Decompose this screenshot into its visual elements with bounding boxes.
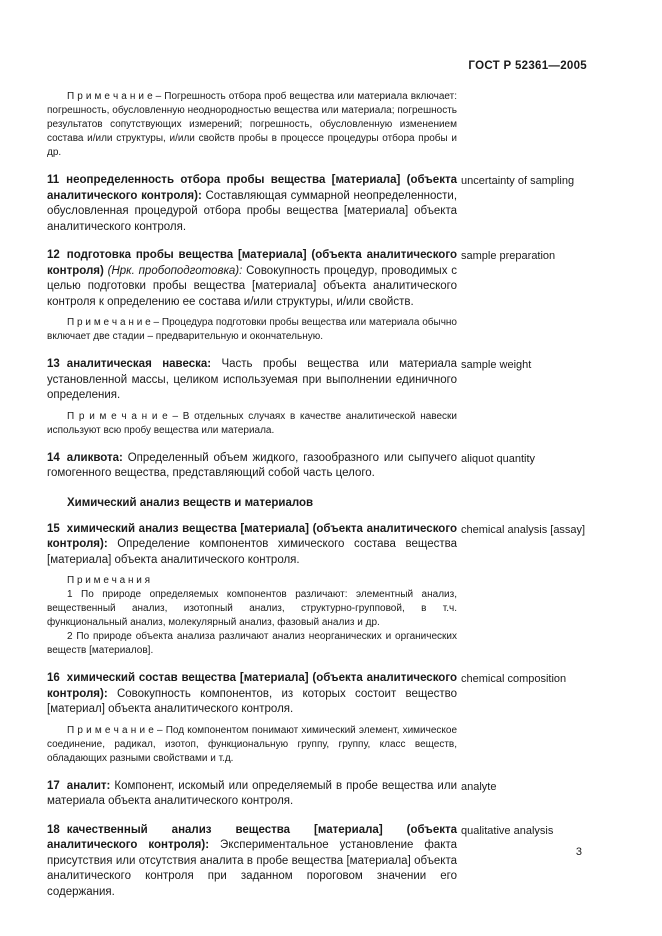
definition-paragraph [47, 248, 457, 310]
note-paragraph [47, 410, 457, 438]
term-number: 16 [47, 672, 60, 684]
note-paragraph [47, 316, 457, 344]
term-entry-11 [47, 173, 587, 235]
definition-paragraph [47, 671, 457, 718]
section-subheading: Химический анализ веществ и материалов [67, 496, 314, 509]
note-item-1: 1 По природе определяемых компонентов различают: элементный анализ, вещественный анализ, изотопный анализ, структурно-групповой, в т.ч. функциональный анализ, молекулярный анализ, фазовый анализ и др. [47, 589, 457, 628]
term-number: 11 [47, 174, 60, 186]
term-number: 17 [47, 779, 60, 792]
term-definition-block [47, 173, 457, 235]
term-text: химический состав вещества [материала] (объекта аналитического контроля): [47, 672, 457, 700]
definition-text: Совокупность процедур, проводимых с целью подготовки пробы вещества [материала] объекта аналитического контроля к определению ее состава и/или структуры, и/или свойств. [47, 264, 457, 308]
term-definition-block [47, 671, 457, 766]
english-term [457, 173, 587, 188]
note-label: П р и м е ч а н и е – [67, 410, 179, 422]
english-term-text: analyte [461, 780, 497, 793]
page-number: 3 [575, 846, 582, 858]
term-definition-block [47, 451, 457, 482]
document-header: ГОСТ Р 52361—2005 [468, 60, 587, 72]
definition-text: Совокупность компонентов, из которых состоит вещество [материал] объекта аналитического контроля. [47, 687, 457, 715]
term-entry-17 [47, 779, 587, 810]
term-text: химический анализ вещества [материала] (объекта аналитического контроля): [47, 522, 457, 550]
english-term [457, 779, 587, 794]
definition-paragraph [47, 779, 457, 810]
english-term-text: chemical composition [461, 673, 567, 685]
term-entry-13 [47, 357, 587, 438]
note-label: П р и м е ч а н и е – [67, 724, 163, 736]
english-term [457, 248, 587, 263]
term-definition-block [47, 248, 457, 344]
definition-text: Компонент, искомый или определяемый в пробе вещества или материала объекта аналитического контроля. [47, 779, 457, 807]
term-entry-14 [47, 451, 587, 482]
definition-text: Определенный объем жидкого, газообразного или сыпучего гомогенного вещества, представляющий собой часть целого. [47, 451, 457, 479]
term-definition-block [47, 779, 457, 810]
definition-text: Составляющая суммарной неопределенности, обусловленная процедурой отбора пробы вещества [материала] объекта аналитического контроля. [47, 189, 458, 233]
term-bold [47, 452, 123, 464]
english-term-text: aliquot quantity [461, 452, 535, 465]
definition-paragraph [47, 173, 457, 235]
definition-paragraph [47, 522, 457, 569]
note-text: Процедура подготовки пробы вещества или материала обычно включает две стадии – предварительную и окончательную. [47, 317, 457, 342]
english-term [457, 823, 587, 838]
definition-paragraph [47, 451, 457, 482]
term-number: 12 [47, 249, 60, 261]
english-term-text: chemical analysis [assay] [461, 523, 586, 536]
term-entry-15 [47, 522, 587, 659]
term-bold [47, 780, 110, 792]
note-label: П р и м е ч а н и е – [67, 317, 160, 328]
term-definition-block [47, 522, 457, 659]
term-entry-16 [47, 671, 587, 766]
term-text: подготовка пробы вещества [материала] (объекта аналитического контроля) [47, 249, 457, 277]
definition-text: Экспериментальное установление факта присутствия или отсутствия аналита в пробе вещества [материала] объекта аналитического контроля при заданном пороговом значении его содержания. [47, 839, 457, 898]
note-paragraph [47, 724, 457, 766]
note-item-2: 2 По природе объекта анализа различают анализ неорганических и органических веществ [материалов]. [47, 631, 457, 656]
english-term [457, 671, 587, 686]
term-number: 14 [47, 451, 60, 464]
definition-text: Часть пробы вещества или материала установленной массы, целиком используемая при выполнении единичного определения. [47, 358, 457, 401]
term-entry-12 [47, 248, 587, 344]
term-deprecated-synonym: (Нрк. пробоподготовка): [107, 264, 243, 277]
definition-paragraph [47, 357, 457, 404]
term-text: аликвота: [66, 451, 123, 464]
english-term [457, 357, 587, 372]
english-term-text: qualitative analysis [461, 824, 554, 837]
english-term [457, 451, 587, 466]
definition-text: Определение компонентов химического состава вещества [материала] объекта аналитического контроля. [47, 538, 457, 566]
english-term-text: sample weight [461, 359, 532, 371]
term-number: 18 [47, 823, 60, 836]
term-text: неопределенность отбора пробы вещества [материала] (объекта аналитического контроля): [47, 174, 457, 202]
note-text: Погрешность отбора проб вещества или материала включает: погрешность, обусловленную неоднородностью вещества или материала; погрешность результатов сопутствующих измерений; погрешность, обусловленную изменением состава и/или структуры, и/или свойств пробы в процессе процедуры отбора пробы и др. [47, 91, 457, 158]
definition-paragraph [47, 823, 457, 901]
term-definition-block [47, 357, 457, 438]
english-term-text: uncertainty of sampling [461, 175, 575, 187]
term-text: аналитическая навеска: [66, 358, 212, 370]
note-paragraph [47, 90, 457, 160]
note-text: В отдельных случаях в качестве аналитической навески используют всю пробу вещества или материала. [47, 410, 458, 436]
english-term [457, 522, 587, 537]
english-term-text: sample preparation [461, 250, 556, 262]
term-bold [47, 358, 211, 370]
term-text: аналит: [66, 779, 111, 792]
term-definition-block [47, 823, 457, 901]
term-number: 15 [47, 522, 60, 535]
page-content [47, 60, 587, 900]
term-entry-18 [47, 823, 587, 901]
notes-label: П р и м е ч а н и я [67, 575, 151, 586]
note-text: Под компонентом понимают химический элемент, химическое соединение, радикал, изотоп, функциональную группу, группу, класс веществ, обладающих разными свойствами и т.д. [47, 724, 458, 764]
note-label: П р и м е ч а н и е – [67, 91, 162, 102]
term-text: качественный анализ вещества [материала] (объекта аналитического контроля): [47, 823, 457, 851]
term-number: 13 [47, 358, 60, 370]
